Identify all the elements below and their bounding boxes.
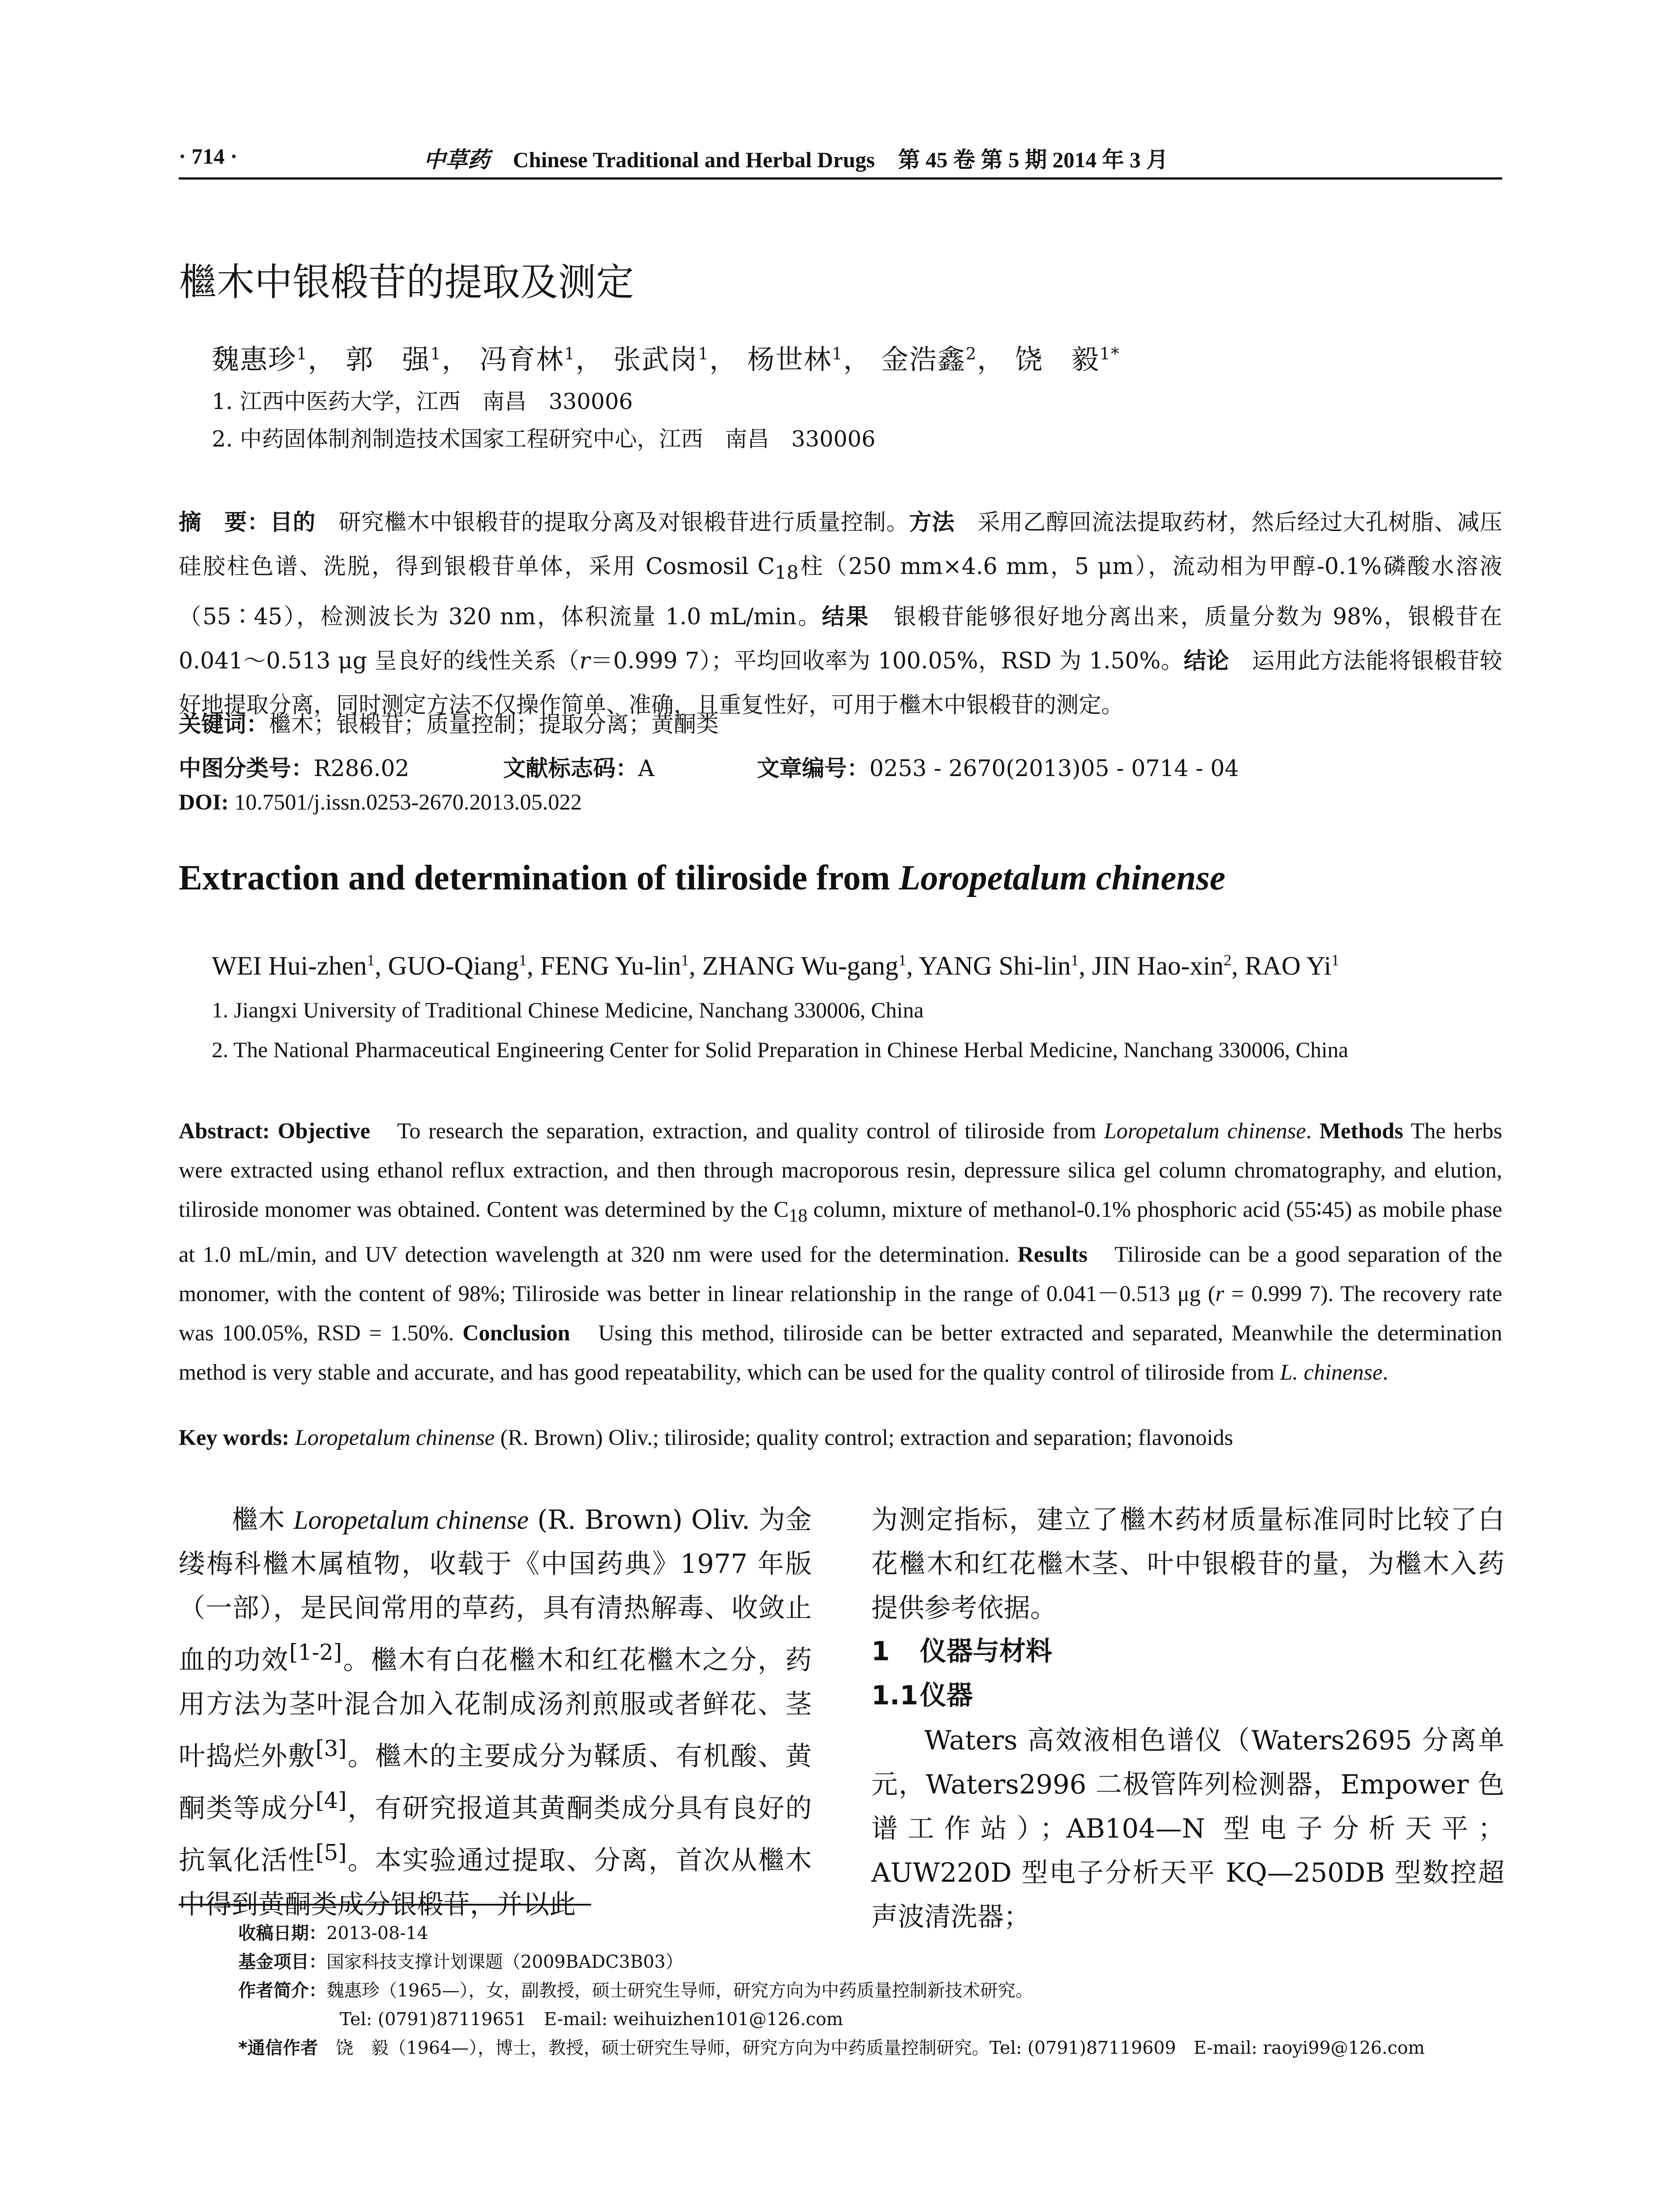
section-heading-1: 1 仪器与材料: [871, 1636, 1052, 1667]
cn-author: 郭 强$^1$: [345, 343, 442, 375]
citation-ref[interactable]: [5]: [315, 1840, 347, 1865]
en-author: GUO-Qiang$^1$: [388, 951, 527, 980]
cn-author: 饶 毅$^{1*}$: [1015, 343, 1120, 375]
doi: DOI: 10.7501/j.issn.0253-2670.2013.05.022: [179, 790, 582, 815]
cn-author: 杨世林$^1$: [747, 343, 844, 375]
footnote-rule: [179, 1904, 591, 1906]
body-right-paragraph-2: Waters 高效液相色谱仪（Waters2695 分离单元，Waters2996 二极管阵列检测器，Empower 色谱工作站）；AB104—N 型电子分析天平；AUW220D 型电子分析天平 KQ—250DB 型数控超声波清洗器；: [871, 1725, 1504, 1932]
citation-ref[interactable]: [3]: [315, 1736, 347, 1761]
cn-abstract: 摘 要：目的 研究檵木中银椴苷的提取分离及对银椴苷进行质量控制。方法 采用乙醇回流法提取药材，然后经过大孔树脂、减压硅胶柱色谱、洗脱，得到银椴苷单体，采用 Cosmosil $C_{18}$柱（250 mm×4.6 mm，5 μm），流动相为甲醇-0.1%磷酸水溶液（55∶45），检测波长为 320 nm，体积流量 1.0 mL/min。结果 银椴苷能够很好地分离出来，质量分数为 98%，银椴苷在 0.041～0.513 μg 呈良好的线性关系（r＝0.999 7）；平均回收率为 100.05%，RSD 为 1.50%。结论 运用此方法能将银椴苷较好地提取分离，同时测定方法不仅操作简单、准确，且重复性好，可用于檵木中银椴苷的测定。: [179, 510, 1502, 719]
cn-author: 冯育林$^1$: [479, 343, 576, 375]
en-author-list: WEI Hui-zhen$^1$, GUO-Qiang$^1$, FENG Yu-lin$^1$, ZHANG Wu-gang$^1$, YANG Shi-lin$^1$, JIN Hao-xin$^2$, RAO Yi$^1$: [212, 951, 1339, 980]
cn-affiliation-2: 2. 中药固体制剂制造技术国家工程研究中心，江西 南昌 330006: [212, 426, 876, 452]
section-heading-1-1: 1.1仪器: [871, 1680, 973, 1711]
cn-keywords: 关键词：檵木；银椴苷；质量控制；提取分离；黄酮类: [179, 712, 719, 738]
body-left-column: 檵木 Loropetalum chinense (R. Brown) Oliv. 为金缕梅科檵木属植物，收载于《中国药典》1977 年版（一部），是民间常用的草药，具有清热解毒、收敛止血的功效[1-2]。檵木有白花檵木和红花檵木之分，药用方法为茎叶混合加入花制成汤剂煎服或者鲜花、茎叶捣烂外敷[3]。檵木的主要成分为鞣质、有机酸、黄酮类等成分[4]，有研究报道其黄酮类成分具有良好的抗氧化活性[5]。本实验通过提取、分离，首次从檵木中得到黄酮类成分银椴苷，并以此: [179, 1504, 812, 1920]
journal-name-en: Chinese Traditional and Herbal Drugs: [513, 147, 875, 172]
en-keywords: Key words: Loropetalum chinense (R. Brown) Oliv.; tiliroside; quality control; extraction and separation; flavonoids: [179, 1426, 1233, 1450]
cn-author: 张武岗$^1$: [613, 343, 709, 375]
page-number: · 714 ·: [179, 144, 238, 169]
cn-affiliation-1: 1. 江西中医药大学，江西 南昌 330006: [212, 389, 633, 414]
en-title: Extraction and determination of tiliroside from Loropetalum chinense: [179, 859, 1226, 897]
en-affiliation-1: 1. Jiangxi University of Traditional Chinese Medicine, Nanchang 330006, China: [212, 998, 924, 1022]
footnote-received: 收稿日期：2013-08-14: [238, 1923, 428, 1943]
cn-author: 金浩鑫$^2$: [881, 343, 977, 375]
en-author: RAO Yi$^1$: [1245, 951, 1339, 980]
en-author: JIN Hao-xin$^2$: [1092, 951, 1232, 980]
en-author: FENG Yu-lin$^1$: [540, 951, 689, 980]
cn-classification: 中图分类号：R286.02 文献标志码：A 文章编号：0253 - 2670(2013)05 - 0714 - 04: [179, 756, 1239, 782]
citation-ref[interactable]: [1-2]: [289, 1639, 342, 1665]
en-affiliation-2: 2. The National Pharmaceutical Engineering Center for Solid Preparation in Chinese Herbal Medicine, Nanchang 330006, China: [212, 1037, 1349, 1062]
cn-author-list: 魏惠珍$^1$， 郭 强$^1$， 冯育林$^1$， 张武岗$^1$， 杨世林$^1$， 金浩鑫$^2$， 饶 毅$^{1*}$: [212, 343, 1120, 375]
header-rule: [179, 177, 1502, 180]
en-author: WEI Hui-zhen$^1$: [212, 951, 375, 980]
en-abstract: Abstract: Objective To research the separation, extraction, and quality control of tiliroside from Loropetalum chinense. Methods The herbs were extracted using ethanol reflux extraction, and then through macroporous resin, depressure silica gel column chromatography, and elution, tiliroside monomer was obtained. Content was determined by the $C_{18}$ column, mixture of methanol-0.1% phosphoric acid (55∶45) as mobile phase at 1.0 mL/min, and UV detection wavelength at 320 nm were used for the determination. Results Tiliroside can be a good separation of the monomer, with the content of 98%; Tiliroside was better in linear relationship in the range of 0.041－0.513 μg (r = 0.999 7). The recovery rate was 100.05%, RSD = 1.50%. Conclusion Using this method, tiliroside can be better extracted and separated, Meanwhile the determination method is very stable and accurate, and has good repeatability, which can be used for the quality control of tiliroside from L. chinense.: [179, 1119, 1502, 1385]
footnote-corresponding: *通信作者 饶 毅（1964—），博士，教授，硕士研究生导师，研究方向为中药质量控制研究。Tel: (0791)87119609 E-mail: raoyi99@126.com: [238, 2038, 1425, 2058]
journal-logo-cn: 中草药: [424, 147, 490, 172]
journal-issue: 第 45 卷 第 5 期 2014 年 3 月: [898, 147, 1168, 172]
running-header: [424, 142, 1168, 174]
footnote-author-contact: Tel: (0791)87119651 E-mail: weihuizhen101@126.com: [340, 2009, 843, 2030]
en-author: ZHANG Wu-gang$^1$: [702, 951, 907, 980]
body-right-paragraph-1: 为测定指标，建立了檵木药材质量标准同时比较了白花檵木和红花檵木茎、叶中银椴苷的量，为檵木入药提供参考依据。: [871, 1504, 1504, 1624]
en-author: YANG Shi-lin$^1$: [919, 951, 1079, 980]
footnote-author: 作者简介：魏惠珍（1965—），女，副教授，硕士研究生导师，研究方向为中药质量控制新技术研究。: [238, 1981, 1033, 2001]
citation-ref[interactable]: [4]: [315, 1788, 347, 1813]
cn-title: 檵木中银椴苷的提取及测定: [179, 260, 634, 304]
cn-author: 魏惠珍$^1$: [212, 343, 308, 375]
footnote-fund: 基金项目：国家科技支撑计划课题（2009BADC3B03）: [238, 1952, 683, 1972]
